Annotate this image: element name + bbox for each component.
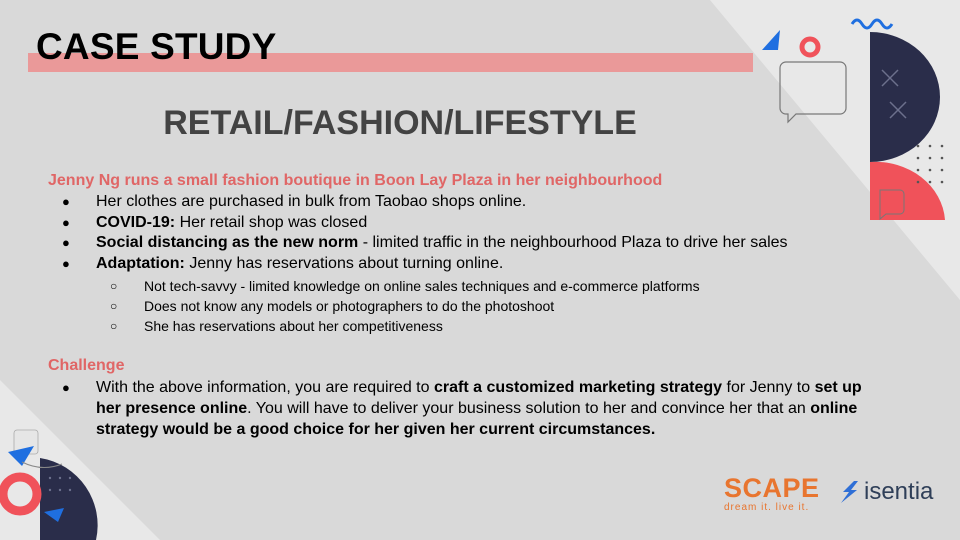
sub-list-item: ○ Does not know any models or photographers to do the photoshoot: [96, 296, 868, 316]
text-run: for Jenny to: [722, 379, 815, 396]
list-item: [48, 233, 868, 254]
list-item: [48, 192, 868, 213]
bullet-text: Her retail shop was closed: [175, 213, 368, 231]
list-item: [48, 377, 868, 440]
bullet-text: - limited traffic in the neighbourhood Plaza to drive her sales: [358, 234, 788, 251]
bullet-bold: Social distancing as the new norm: [96, 234, 359, 251]
bullet-bold: Adaptation:: [96, 254, 185, 272]
page-title: CASE STUDY: [36, 26, 277, 67]
scape-logo: [724, 474, 820, 514]
scape-logo-wordmark: SCAPE: [724, 473, 820, 503]
bold-run: online strategy would be a good choice for her given her current circumstances.: [96, 400, 858, 438]
isentia-wordmark: isentia: [864, 478, 934, 505]
bullet-bold: COVID-19:: [96, 213, 176, 231]
bullet-text: Jenny has reservations about turning online.: [184, 254, 504, 272]
bold-run: set up her presence online: [96, 379, 862, 417]
intro-bullet-list: [48, 192, 868, 336]
challenge-heading: Challenge: [48, 357, 125, 374]
list-item: [48, 213, 868, 234]
sub-bullet-list: [96, 276, 868, 336]
bold-run: craft a customized marketing strategy: [433, 379, 723, 396]
text-run: . You will have to deliver your business solution to her and convince her that an: [247, 400, 811, 417]
sub-list-item: ○ She has reservations about her competitiveness: [96, 316, 868, 336]
text-run: With the above information, you are required to: [96, 379, 434, 396]
scape-logo-tagline: dream it. live it.: [724, 502, 810, 513]
isentia-logo: [838, 478, 933, 506]
sub-list-item: ○ Not tech-savvy - limited knowledge on online sales techniques and e-commerce platforms: [96, 276, 868, 296]
intro-heading: Jenny Ng runs a small fashion boutique in Boon Lay Plaza in her neighbourhood: [48, 172, 663, 189]
isentia-mark-icon: [838, 479, 862, 505]
slide-subtitle: RETAIL/FASHION/LIFESTYLE: [163, 104, 637, 142]
challenge-list: [48, 377, 868, 440]
bullet-text: Her clothes are purchased in bulk from Taobao shops online.: [96, 193, 527, 210]
list-item: [48, 254, 868, 337]
